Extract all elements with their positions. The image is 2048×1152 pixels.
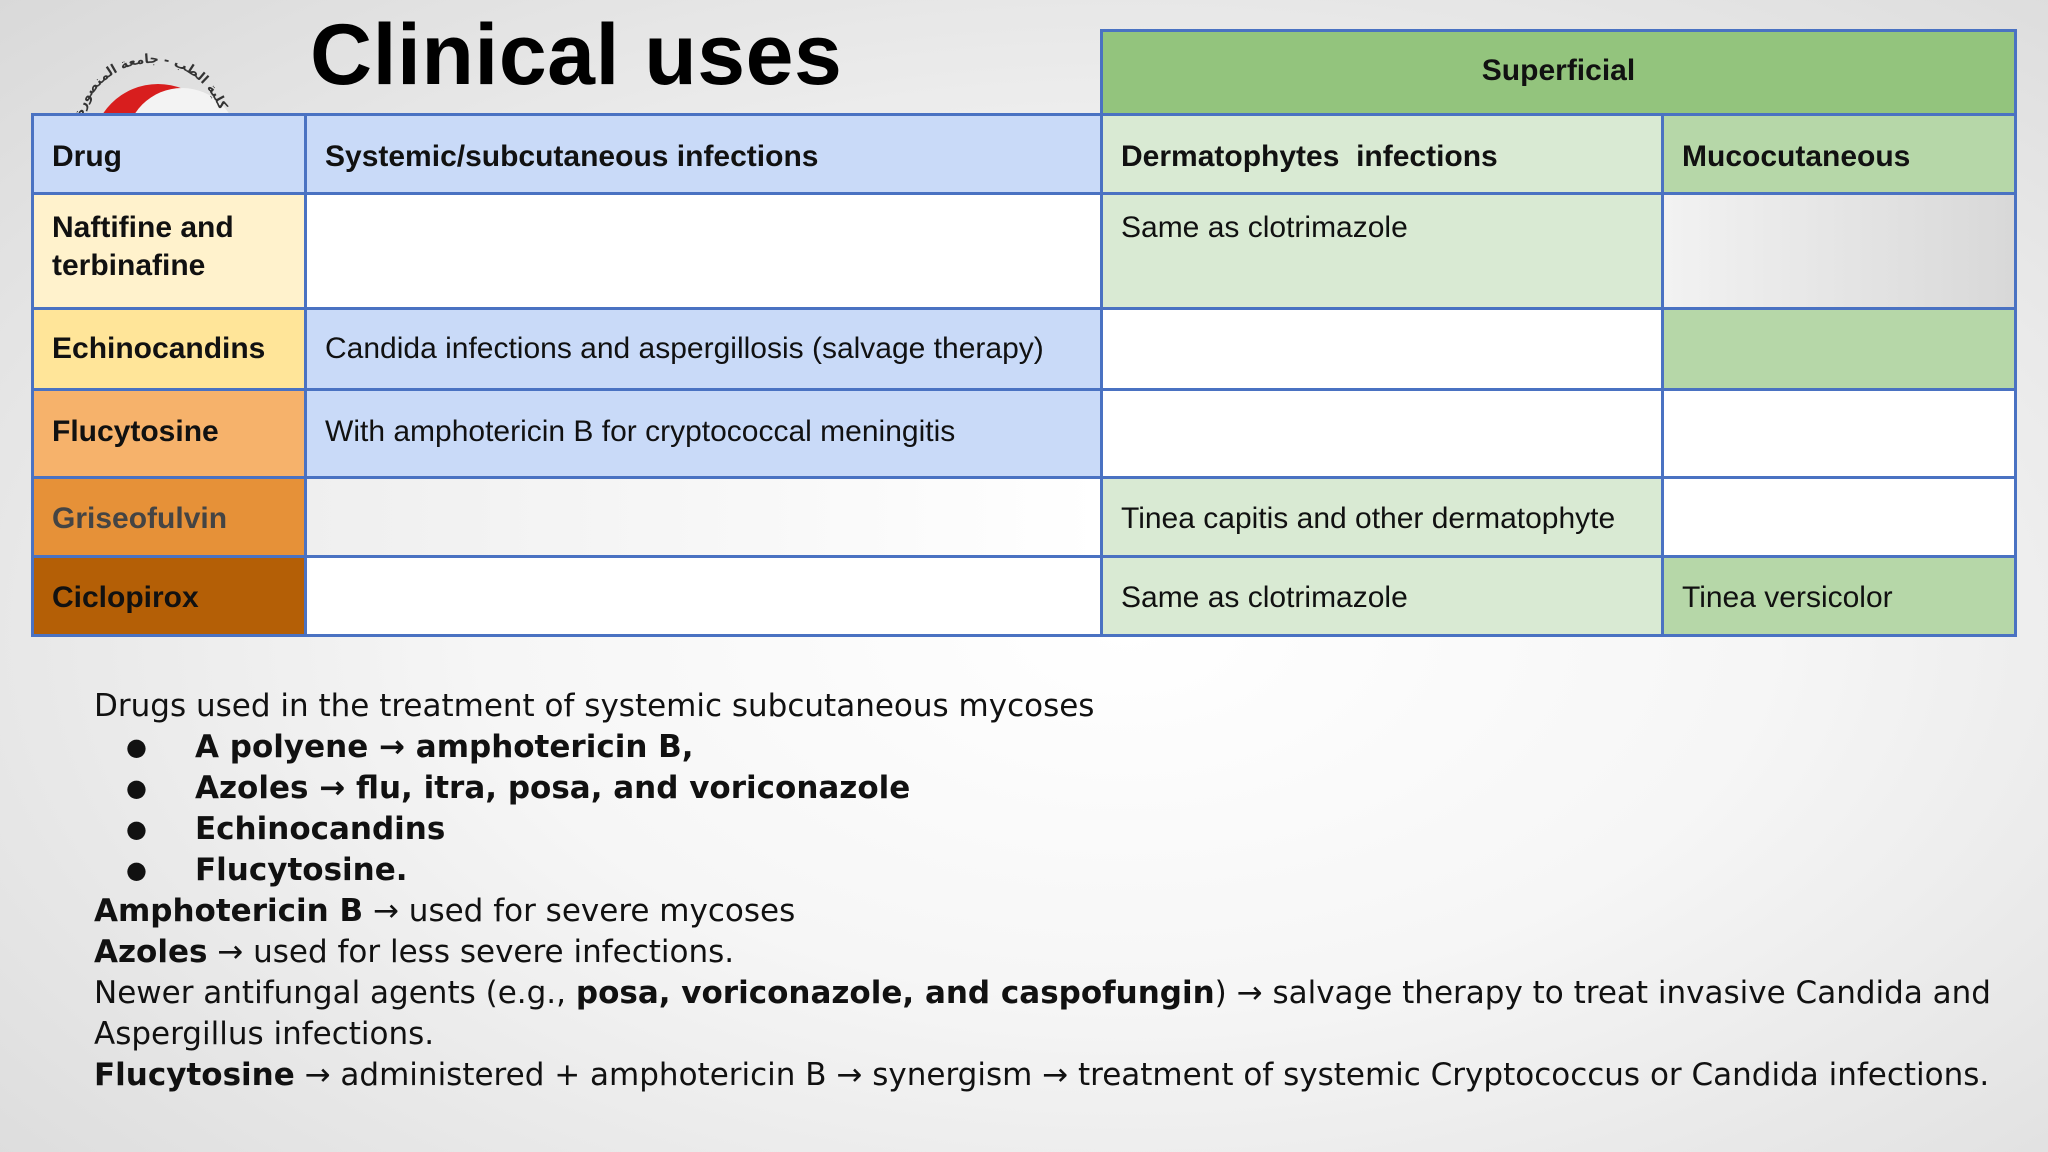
table-row-systemic <box>304 555 1103 637</box>
table-row-dermatophytes <box>1100 307 1664 391</box>
list-item: ● Azoles → flu, itra, posa, and voriconazole <box>195 768 1994 809</box>
page-title: Clinical uses <box>310 7 843 103</box>
note-flucytosine <box>94 1055 1994 1096</box>
note-text: ) → salvage therapy to treat invasive Candida and Aspergillus infections. <box>94 975 1991 1052</box>
notes-section <box>94 686 1994 1096</box>
note-azoles <box>94 932 1994 973</box>
header-drug: Drug <box>31 113 307 195</box>
table-row-mucocutaneous <box>1661 476 2017 558</box>
table-row-systemic: Candida infections and aspergillosis (salvage therapy) <box>304 307 1103 391</box>
table-row-mucocutaneous <box>1661 192 2017 310</box>
note-term: Flucytosine <box>94 1057 295 1093</box>
table-row-dermatophytes: Same as clotrimazole <box>1100 555 1664 637</box>
list-item: ● A polyene → amphotericin B, <box>195 727 1994 768</box>
table-row-drug: Flucytosine <box>31 388 307 479</box>
note-term: posa, voriconazole, and caspofungin <box>575 975 1215 1011</box>
header-dermatophytes: Dermatophytes infections <box>1100 113 1664 195</box>
notes-intro: Drugs used in the treatment of systemic subcutaneous mycoses <box>94 688 1095 724</box>
table-row-systemic <box>304 476 1103 558</box>
table-row-dermatophytes: Tinea capitis and other dermatophyte <box>1100 476 1664 558</box>
note-text: → used for less severe infections. <box>207 934 735 970</box>
table-row-drug: Ciclopirox <box>31 555 307 637</box>
table-row-mucocutaneous <box>1661 307 2017 391</box>
list-item: ● Flucytosine. <box>195 850 1994 891</box>
note-text: Newer antifungal agents (e.g., <box>94 975 576 1011</box>
note-amphotericin <box>94 891 1994 932</box>
table-row-mucocutaneous: Tinea versicolor <box>1661 555 2017 637</box>
table-row-systemic <box>304 192 1103 310</box>
table-row-drug: Griseofulvin <box>31 476 307 558</box>
note-term: Amphotericin B <box>94 893 364 929</box>
note-term: Azoles <box>94 934 208 970</box>
note-text: → used for severe mycoses <box>363 893 796 929</box>
table-row-mucocutaneous <box>1661 388 2017 479</box>
header-systemic: Systemic/subcutaneous infections <box>304 113 1103 195</box>
table-row-systemic: With amphotericin B for cryptococcal meningitis <box>304 388 1103 479</box>
table-row-dermatophytes <box>1100 388 1664 479</box>
superficial-group-header: Superficial <box>1100 29 2017 116</box>
note-text: → administered + amphotericin B → synergism → treatment of systemic Cryptococcus or Candida infections. <box>294 1057 1990 1093</box>
list-item: ● Echinocandins <box>195 809 1994 850</box>
note-newer-agents <box>94 973 1994 1055</box>
svg-text:كلية الطب - جامعة المنصورة: كلية الطب - جامعة المنصور <box>74 51 230 112</box>
table-row-dermatophytes: Same as clotrimazole <box>1100 192 1664 310</box>
drug-class-list <box>94 727 1994 891</box>
table-row-drug: Echinocandins <box>31 307 307 391</box>
table-row-drug: Naftifine and terbinafine <box>31 192 307 310</box>
header-mucocutaneous: Mucocutaneous <box>1661 113 2017 195</box>
